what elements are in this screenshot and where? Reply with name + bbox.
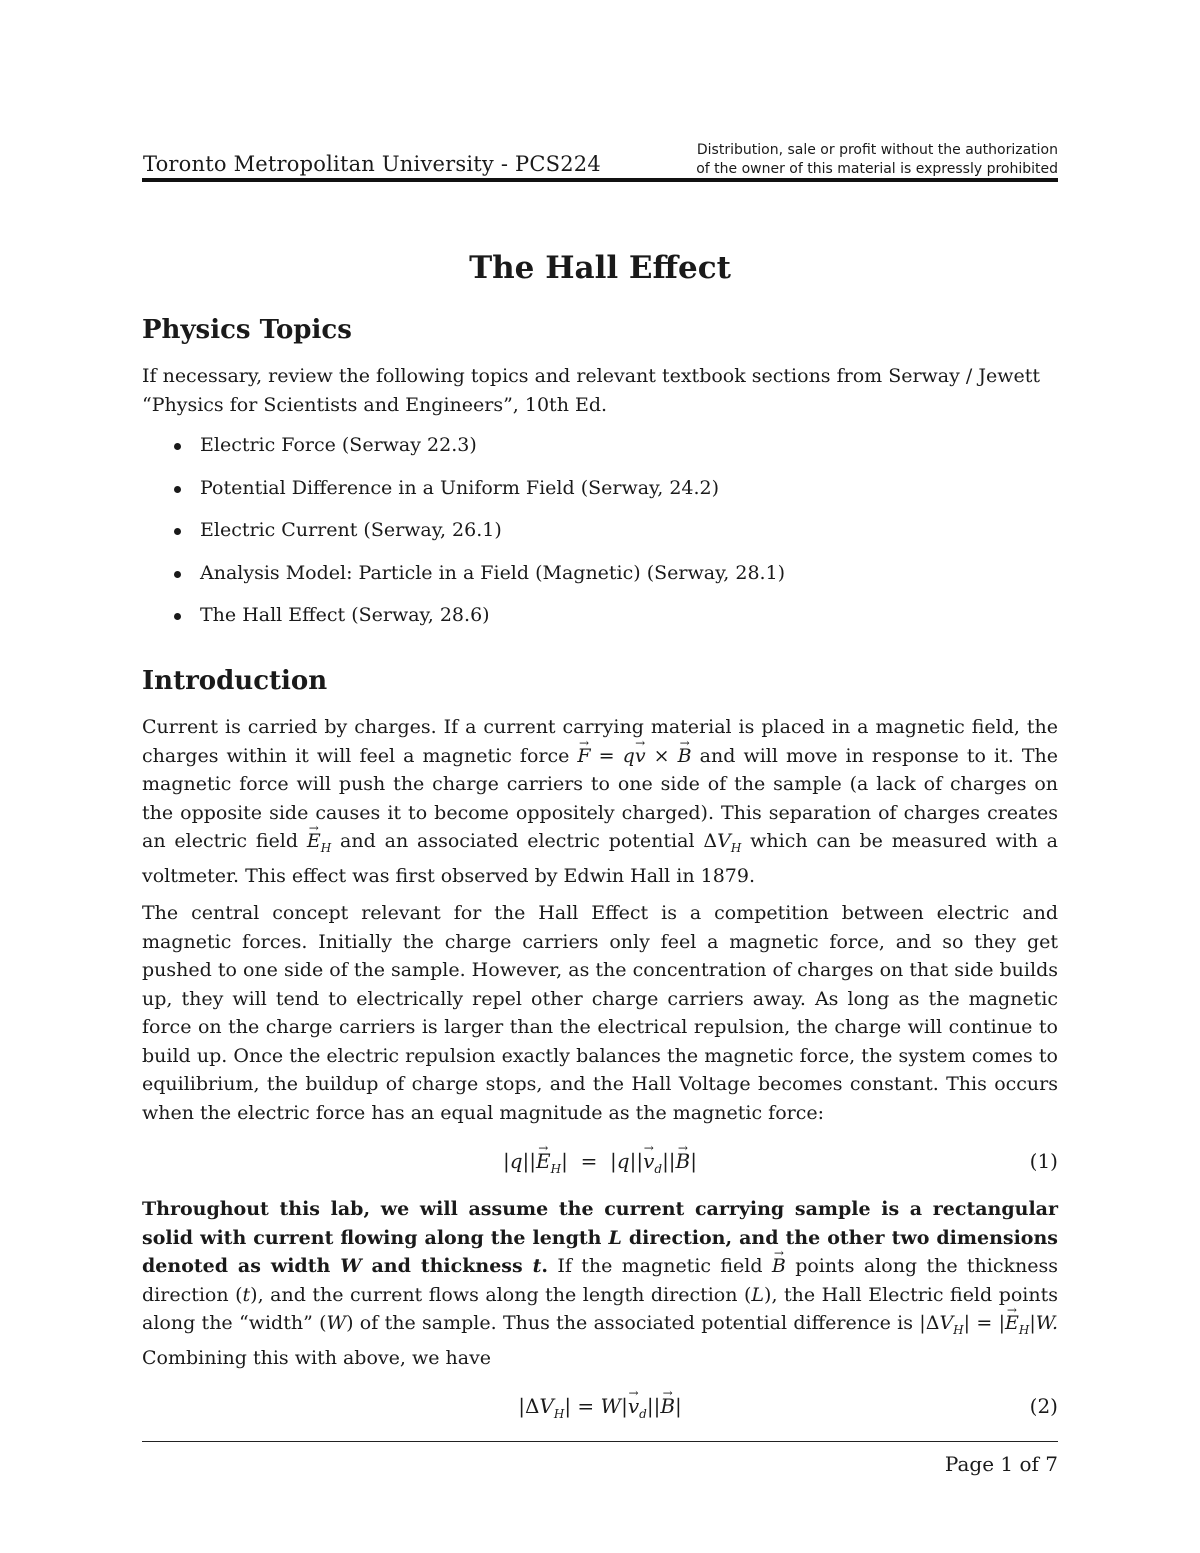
topic-item: Electric Current (Serway, 26.1) xyxy=(172,516,785,559)
equation-1-body: $|q||\to E_H| = |q||\to v_d||\to B|$ xyxy=(142,1146,1058,1184)
hall-field-symbol: → $E_H$ xyxy=(307,830,331,852)
topic-item: The Hall Effect (Serway, 28.6) xyxy=(172,601,785,644)
equation-1-number: (1) xyxy=(1029,1149,1058,1173)
document-title: The Hall Effect xyxy=(469,250,731,286)
header-copyright-notice xyxy=(638,141,1058,179)
hall-potential-symbol: $\Delta V_H$ xyxy=(703,830,742,855)
physics-topics-intro: If necessary, review the following topics and relevant textbook sections from Serway / Jewett “Physics for Scientists and Engineers”, 10th Ed. xyxy=(142,365,1040,416)
header-rule xyxy=(142,178,1058,182)
page-number: Page 1 of 7 xyxy=(944,1452,1058,1476)
magnetic-force-formula: → F = q→ v × → B xyxy=(577,745,691,767)
topic-item: Potential Difference in a Uniform Field (Serway, 24.2) xyxy=(172,474,785,517)
hall-potential-relation: $|\Delta V_H|$ = |→ $E_H|W$. xyxy=(919,1312,1058,1334)
introduction-paragraph-2: The central concept relevant for the Hall Effect is a competition between electric and magnetic forces. Initially the charge carriers only feel a magnetic force, and so they get pushed to one side of the sample. However, as the concentration of charges on that side builds up, they will tend to electrically repel other charge carriers away. As long as the magnetic force on the charge carriers is larger than the electrical repulsion, the charge will continue to build up. Once the electric repulsion exactly balances the magnetic force, the system comes to equilibrium, the buildup of charge stops, and the Hall Voltage becomes constant. This occurs when the electric force has an equal magnitude as the magnetic force: xyxy=(142,902,1058,1124)
introduction-paragraph-1: Current is carried by charges. If a current carrying material is placed in a magnetic field, the charges within it will feel a magnetic force → F = q→ v × → B and will move in response to it. The magnetic force will push the charge carriers to one side of the sample (a lack of charges on the opposite side causes it to become oppositely charged). This separation of charges creates an electric field → $E_H$ and an associated electric potential $\Delta V_H$ which can be measured with a voltmeter. This effect was first observed by Edwin Hall in 1879. xyxy=(142,713,1058,891)
copyright-line-1: Distribution, sale or profit without the authorization xyxy=(696,142,1058,158)
equation-2-number: (2) xyxy=(1029,1394,1058,1418)
header-course-title: Toronto Metropolitan University - PCS224 xyxy=(143,152,601,176)
introduction-paragraph-3: Throughout this lab, we will assume the current carrying sample is a rectangular solid with current flowing along the length L direction, and the other two dimensions denoted as width W and thickness t. If the magnetic field → B points along the thickness direction (t), and the current flows along the length direction (L), the Hall Electric field points along the “width” (W) of the sample. Thus the associated potential difference is $|\Delta V_H|$ = |→ $E_H|W$. Combining this with above, we have xyxy=(142,1195,1058,1373)
footer-rule xyxy=(142,1441,1058,1442)
physics-topics-heading: Physics Topics xyxy=(142,315,352,345)
topic-item: Analysis Model: Particle in a Field (Magnetic) (Serway, 28.1) xyxy=(172,559,785,602)
topic-item: Electric Force (Serway 22.3) xyxy=(172,431,785,474)
topics-list xyxy=(172,431,785,644)
copyright-line-2: of the owner of this material is expressly prohibited xyxy=(696,161,1058,177)
equation-2-body: $|\Delta V_H| = W|\to v_d||\to B|$ xyxy=(142,1391,1058,1429)
introduction-heading: Introduction xyxy=(142,666,328,696)
